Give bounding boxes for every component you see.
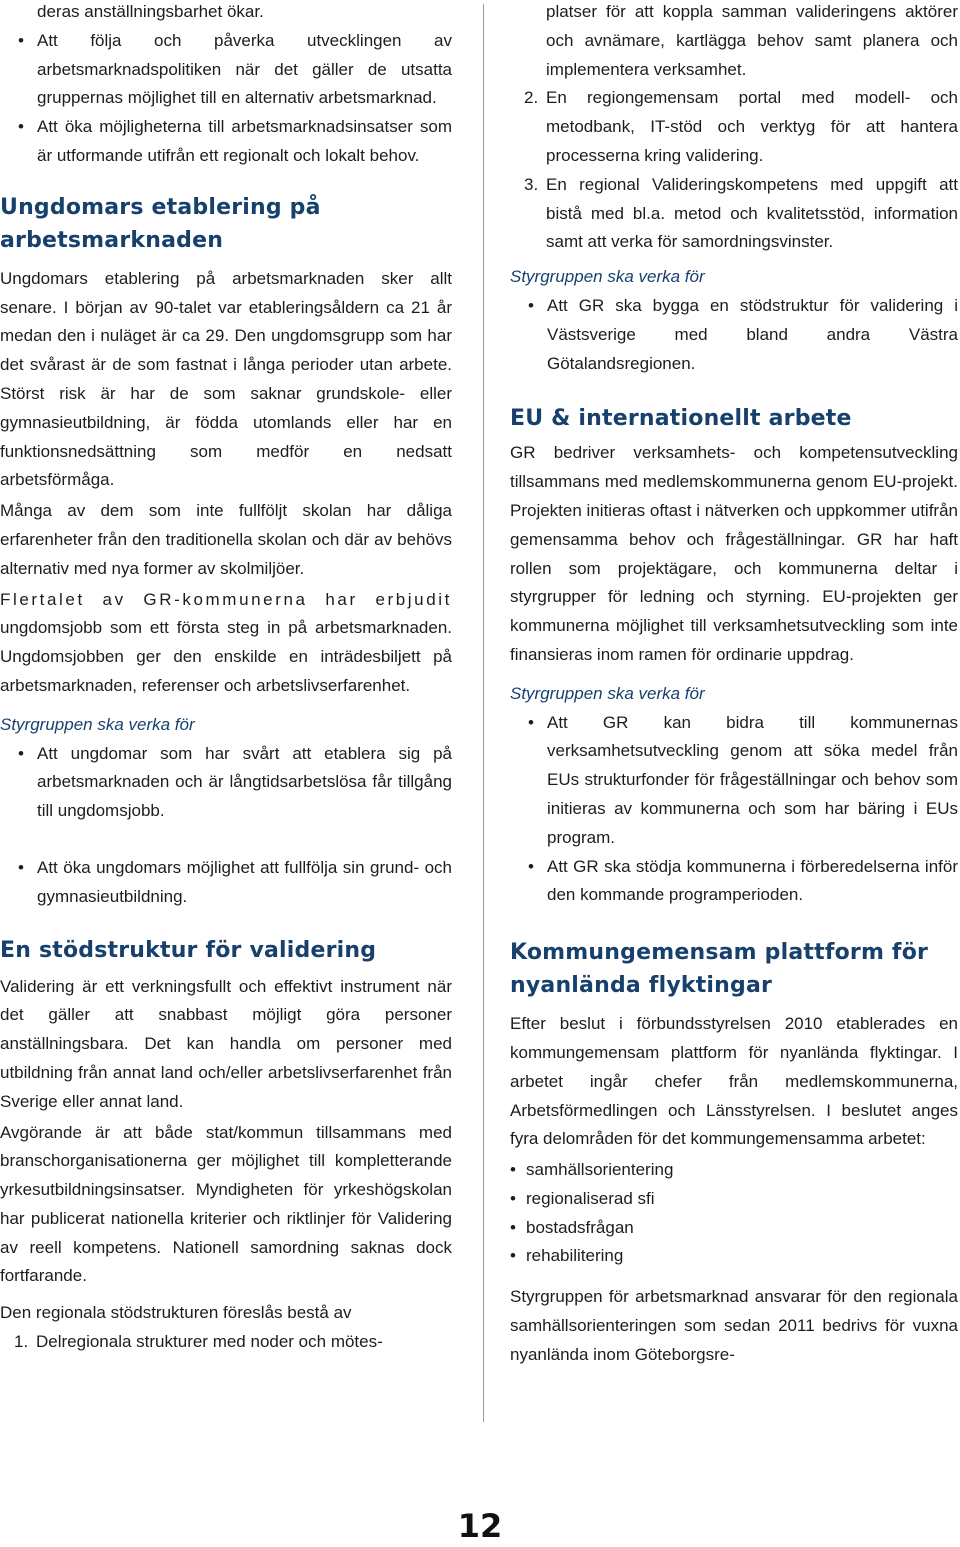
page-number: 12 [457, 1507, 503, 1545]
eu-paragraph-1: GR bedriver verksamhets- och kompetensutveckling tillsammans med medlemskommunerna genom EU-projekt. Projekten initieras oftast i nätverken och uppkommer utifrån gemensamma behov och frågeställningar. GR har haft rollen som projektägare, och kommunerna deltar i styrgrupper för ledning och styrning. EU-projekten ger kommunerna möjlighet till verksamhetsutveckling som inte finansieras inom ramen för ordinarie uppdrag. [510, 443, 958, 664]
list-item: • Att GR kan bidra till kommunernas verksamhetsutveckling genom att söka medel från EUs strukturfonder för frågeställningar och behov som initieras av kommunerna och som har bäring i EUs program. [510, 709, 958, 853]
youth-steering-subheading: Styrgruppen ska verka för [0, 714, 195, 734]
list-item: • bostadsfrågan [510, 1214, 958, 1243]
validation-numbered-list [510, 84, 958, 257]
list-item: • Att öka möjligheterna till arbetsmarknadsinsatser som är utformande utifrån ett regionalt och lokalt behov. [0, 113, 452, 171]
list-item: • regionaliserad sfi [510, 1185, 958, 1214]
list-item: • rehabilitering [510, 1242, 958, 1271]
youth-bullet-list [0, 740, 452, 912]
validation-list-continuation: platser för att koppla samman valideringens aktörer och avnämare, kartlägga behov samt planera och implementera verksamhet. [546, 2, 958, 79]
eu-heading: EU & internationellt arbete [510, 406, 852, 432]
list-item: • Att GR ska stödja kommunerna i förberedelserna inför den kommande programperioden. [510, 853, 958, 911]
intro-continuation: deras anställningsbarhet ökar. [37, 2, 264, 21]
youth-heading: Ungdomars etablering på arbetsmarknaden [0, 194, 321, 253]
youth-paragraph-3-spaced: Flertalet av GR-kommunerna har erbjudit [0, 589, 452, 609]
list-text: En regional Valideringskompetens med uppgift att bistå med bl.a. metod och kvalitetsstöd, information samt att verka för samordningsvinster. [546, 174, 958, 252]
list-number: 2. [524, 88, 539, 108]
intro-bullet-list [0, 27, 452, 171]
refugee-paragraph-2: Styrgruppen för arbetsmarknad ansvarar för den regionala samhällsorienteringen som sedan 2011 bedrivs för vuxna nyanlända inom Göteborgsre- [510, 1287, 958, 1364]
list-number: 1. [14, 1332, 29, 1352]
eu-bullet-list [510, 709, 958, 911]
youth-paragraph-3-rest: ungdomsjobb som ett första steg in på arbetsmarknaden. Ungdomsjobben ger den enskilde en inträdesbiljett på arbetsmarknaden, referenser och arbetslivserfarenhet. [0, 618, 452, 695]
youth-paragraph-1: Ungdomars etablering på arbetsmarknaden sker allt senare. I början av 90-talet var etableringsåldern ca 21 år medan den i nuläget är ca 29. Den ungdomsgrupp som har det svårast är de som fastnat i långa perioder utan arbete. Störst risk är har de som saknar grundskole- eller gymnasieutbildning, är födda utomlands eller har en funktionsnedsättning som medför en nedsatt arbetsförmåga. [0, 268, 452, 490]
validation-steering-subheading: Styrgruppen ska verka för [510, 267, 705, 287]
list-item: • Att GR ska bygga en stödstruktur för validering i Västsverige med bland andra Västra Götalandsregionen. [510, 292, 958, 378]
refugee-heading: Kommungemensam plattform för nyanlända flyktingar [510, 940, 929, 999]
refugee-paragraph-1: Efter beslut i förbundsstyrelsen 2010 etablerades en kommungemensam plattform för nyanlända flyktingar. I arbetet ingår chefer från medlemskommunerna, Arbetsförmedlingen och Länsstyrelsen. I beslutet anges fyra delområden för det kommungemensamma arbetet: [510, 1014, 958, 1149]
list-text: En regiongemensam portal med modell- och metodbank, IT-stöd och verktyg för att hantera processerna kring validering. [546, 88, 958, 165]
validation-paragraph-1: Validering är ett verkningsfullt och effektivt instrument när det gäller att snabbast möjligt göra personer anställningsbara. Det kan handla om personer med utbildning från annat land och/eller arbetslivserfarenhet från Sverige eller annat land. [0, 976, 452, 1111]
list-item: • samhällsorientering [510, 1156, 958, 1185]
validation-numbered-list-start [0, 1328, 452, 1357]
left-column [0, 0, 452, 1357]
validation-paragraph-3: Den regionala stödstrukturen föreslås bestå av [0, 1303, 352, 1323]
youth-paragraph-3 [0, 586, 452, 701]
list-item [510, 171, 958, 257]
list-text: Delregionala strukturer med noder och mötes- [36, 1332, 383, 1352]
validation-heading: En stödstruktur för validering [0, 937, 377, 963]
list-item [510, 84, 958, 170]
list-item: • Att öka ungdomars möjlighet att fullfölja sin grund- och gymnasieutbildning. [0, 854, 452, 912]
column-divider [483, 4, 484, 1422]
list-number: 3. [524, 174, 539, 194]
youth-paragraph-2: Många av dem som inte fullföljt skolan har dåliga erfarenheter från den traditionella skolan och där av behövs alternativ med nya former av skolmiljöer. [0, 501, 452, 578]
refugee-list [510, 1156, 958, 1271]
validation-bullet-list [510, 292, 958, 378]
right-column [510, 0, 958, 1370]
validation-paragraph-2: Avgörande är att både stat/kommun tillsammans med branschorganisationerna ger möjlighet till kompletterande yrkesutbildningsinsatser. Myndigheten för yrkeshögskolan har publicerat nationella kriterier och riktlinjer för Validering av reell kompetens. Nationell samordning saknas dock fortfarande. [0, 1122, 452, 1286]
list-item [0, 1328, 452, 1357]
eu-steering-subheading: Styrgruppen ska verka för [510, 683, 705, 703]
list-item: • Att följa och påverka utvecklingen av arbetsmarknadspolitiken när det gäller de utsatta gruppernas möjlighet till en alternativ arbetsmarknad. [0, 27, 452, 113]
list-item: • Att ungdomar som har svårt att etablera sig på arbetsmarknaden och är långtidsarbetslösa får tillgång till ungdomsjobb. [0, 740, 452, 826]
